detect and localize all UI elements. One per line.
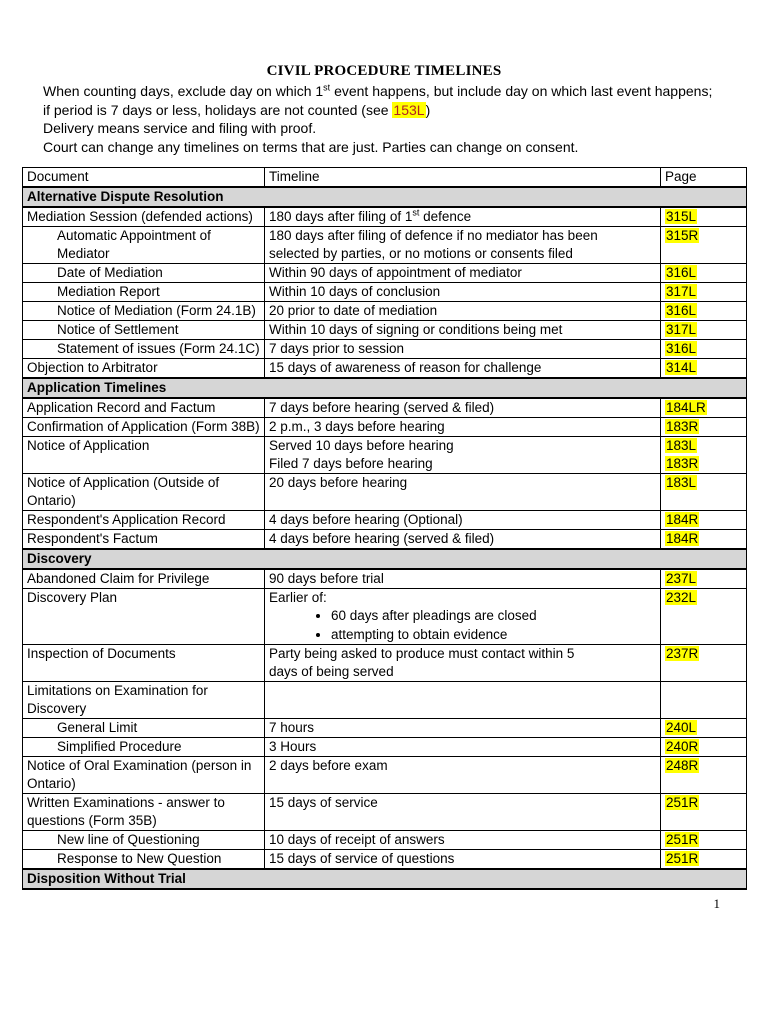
timeline-line: 20 prior to date of mediation [269, 303, 438, 318]
page-ref-highlight: 184R [666, 512, 699, 527]
page-ref-cell [661, 831, 747, 850]
timeline-cell [265, 831, 661, 850]
page-ref-highlight: 184R [666, 531, 699, 546]
page-ref-line [665, 831, 742, 849]
timelines-table [22, 167, 747, 890]
page-ref-line [665, 455, 742, 473]
page-ref-line [665, 570, 742, 588]
page-ref-cell [661, 283, 747, 302]
page-ref-line [665, 418, 742, 436]
timeline-cell [265, 398, 661, 418]
document-cell: Notice of Mediation (Form 24.1B) [23, 302, 265, 321]
timeline-cell [265, 738, 661, 757]
timeline-cell [265, 757, 661, 794]
timeline-line: 10 days of receipt of answers [269, 832, 445, 847]
page-ref-highlight: 251R [666, 795, 699, 810]
timeline-bullet-item: • 60 days after pleadings are closed [331, 607, 656, 626]
intro-paragraph-2: Delivery means service and filing with proof. [43, 120, 317, 136]
timeline-cell [265, 530, 661, 550]
section-title: Discovery [23, 549, 747, 569]
timeline-cell [265, 302, 661, 321]
timeline-cell [265, 207, 661, 227]
page-ref-highlight: 237R [666, 646, 699, 661]
page-ref-highlight: 316L [666, 265, 697, 280]
page-ref-cell [661, 398, 747, 418]
document-cell: Respondent's Application Record [23, 511, 265, 530]
page-ref-cell [661, 264, 747, 283]
table-row [23, 340, 747, 359]
document-cell: Objection to Arbitrator [23, 359, 265, 379]
timeline-cell [265, 321, 661, 340]
timeline-line: 7 hours [269, 720, 315, 735]
page-ref-cell [661, 794, 747, 831]
page-ref-line [665, 302, 742, 320]
timeline-line: 20 days before hearing [269, 475, 408, 490]
document-cell: Respondent's Factum [23, 530, 265, 550]
timeline-cell [265, 227, 661, 264]
page-ref-highlight: 184LR [666, 400, 706, 415]
timeline-cell [265, 359, 661, 379]
timeline-line: Within 90 days of appointment of mediator [269, 265, 522, 280]
table-row [23, 264, 747, 283]
page-ref-line [665, 511, 742, 529]
page-ref-cell [661, 359, 747, 379]
section-header-row [23, 869, 747, 889]
page-ref-line [665, 227, 742, 245]
intro-text-after-ref: ) [425, 101, 431, 118]
timeline-cell [265, 589, 661, 645]
document-cell: Automatic Appointment of Mediator [23, 227, 265, 264]
table-row [23, 682, 747, 719]
page-ref-line [665, 757, 742, 775]
table-row [23, 302, 747, 321]
page-ref-cell [661, 418, 747, 437]
page-ref-line [665, 359, 742, 377]
timeline-cell [265, 794, 661, 831]
timeline-cell [265, 719, 661, 738]
page-ref-highlight: 317L [666, 284, 697, 299]
page-number: 1 [713, 896, 720, 911]
intro-paragraph-1 [43, 82, 719, 119]
document-cell: Notice of Settlement [23, 321, 265, 340]
table-row [23, 437, 747, 474]
page-ref-highlight: 240R [666, 739, 699, 754]
timeline-line: 2 days before exam [269, 758, 388, 773]
page-ref-highlight: 315L [666, 209, 697, 224]
page-ref-highlight: 237L [666, 571, 697, 586]
document-cell: Written Examinations - answer to questions (Form 35B) [23, 794, 265, 831]
timeline-line: Party being asked to produce must contact within 5 [269, 646, 575, 661]
intro-paragraph-3: Court can change any timelines on terms that are just. Parties can change on consent. [43, 138, 579, 155]
intro-block [43, 82, 719, 156]
page-ref-cell [661, 437, 747, 474]
timeline-line: days of being served [269, 664, 394, 679]
section-title: Disposition Without Trial [23, 869, 747, 889]
page-ref-line [665, 321, 742, 339]
page-ref-cell [661, 511, 747, 530]
page-ref-line [665, 645, 742, 663]
timeline-cell [265, 511, 661, 530]
document-cell: Mediation Session (defended actions) [23, 207, 265, 227]
table-row [23, 738, 747, 757]
page-ref-cell [661, 207, 747, 227]
table-row [23, 283, 747, 302]
timeline-line: 4 days before hearing (Optional) [269, 512, 463, 527]
timeline-line: Within 10 days of conclusion [269, 284, 441, 299]
document-cell: General Limit [23, 719, 265, 738]
timeline-line: 15 days of service [269, 795, 378, 810]
page-ref-line [665, 283, 742, 301]
section-header-row [23, 187, 747, 207]
page-ref-highlight: 251R [666, 832, 699, 847]
table-row [23, 207, 747, 227]
table-row [23, 794, 747, 831]
timeline-line: 3 Hours [269, 739, 317, 754]
timeline-bullet-list [313, 607, 656, 644]
timeline-line: Earlier of: [269, 590, 327, 605]
table-row [23, 359, 747, 379]
table-row [23, 321, 747, 340]
page-ref-highlight: 315R [666, 228, 699, 243]
document-cell: Notice of Application (Outside of Ontario) [23, 474, 265, 511]
section-title: Application Timelines [23, 378, 747, 398]
page-ref-cell [661, 682, 747, 719]
timeline-line: 15 days of service of questions [269, 851, 455, 866]
page-ref-highlight: 251R [666, 851, 699, 866]
document-cell: Date of Mediation [23, 264, 265, 283]
timeline-line: 2 p.m., 3 days before hearing [269, 419, 445, 434]
timeline-cell [265, 283, 661, 302]
page-ref-highlight: 183R [666, 419, 699, 434]
page-ref-line [665, 794, 742, 812]
page-ref-highlight: 316L [666, 303, 697, 318]
timeline-cell [265, 645, 661, 682]
timeline-cell [265, 418, 661, 437]
page-ref-line [665, 208, 742, 226]
table-row [23, 569, 747, 589]
timeline-cell [265, 850, 661, 870]
page-ref-highlight: 183L [666, 438, 697, 453]
section-header-row [23, 378, 747, 398]
page-ref-cell [661, 302, 747, 321]
page-ref-line [665, 437, 742, 455]
page-ref-highlight: 248R [666, 758, 699, 773]
page-ref-cell [661, 719, 747, 738]
document-cell: Application Record and Factum [23, 398, 265, 418]
table-header-row [23, 168, 747, 188]
document-cell: Mediation Report [23, 283, 265, 302]
timeline-line: selected by parties, or no motions or consents filed [269, 246, 573, 261]
timeline-line: 4 days before hearing (served & filed) [269, 531, 495, 546]
section-header-row [23, 549, 747, 569]
page-ref-line [665, 850, 742, 868]
page-ref-cell [661, 569, 747, 589]
document-cell: Abandoned Claim for Privilege [23, 569, 265, 589]
timeline-cell [265, 437, 661, 474]
table-body [23, 187, 747, 889]
table-row [23, 850, 747, 870]
timeline-line: Filed 7 days before hearing [269, 456, 433, 471]
document-cell: Statement of issues (Form 24.1C) [23, 340, 265, 359]
timeline-bullet-item: • attempting to obtain evidence [331, 626, 656, 645]
page-ref-line [665, 719, 742, 737]
table-row [23, 589, 747, 645]
table-row [23, 530, 747, 550]
table-row [23, 831, 747, 850]
page-ref-cell [661, 340, 747, 359]
timeline-line: 7 days before hearing (served & filed) [269, 400, 495, 415]
page-ref-line [665, 399, 742, 417]
page-ref-cell [661, 530, 747, 550]
page-ref-highlight: 317L [666, 322, 697, 337]
page-ref-cell [661, 321, 747, 340]
page-ref-highlight: 316L [666, 341, 697, 356]
table-row [23, 645, 747, 682]
table-row [23, 719, 747, 738]
document-cell: Inspection of Documents [23, 645, 265, 682]
page-ref-highlight: 183L [666, 475, 697, 490]
page-ref-highlight: 232L [666, 590, 697, 605]
timeline-line: Served 10 days before hearing [269, 438, 454, 453]
document-cell: New line of Questioning [23, 831, 265, 850]
page-ref-line [665, 264, 742, 282]
page-ref-cell [661, 850, 747, 870]
column-header-page: Page [661, 168, 747, 188]
timeline-cell [265, 569, 661, 589]
page-title: CIVIL PROCEDURE TIMELINES [266, 63, 502, 79]
timeline-cell [265, 340, 661, 359]
page-ref-cell [661, 645, 747, 682]
document-cell: Simplified Procedure [23, 738, 265, 757]
document-cell: Response to New Question [23, 850, 265, 870]
page-ref-line [665, 474, 742, 492]
table-row [23, 398, 747, 418]
timeline-cell [265, 474, 661, 511]
section-title: Alternative Dispute Resolution [23, 187, 747, 207]
page-ref-highlight: 183R [666, 456, 699, 471]
document-cell: Notice of Oral Examination (person in Ontario) [23, 757, 265, 794]
timeline-cell [265, 682, 661, 719]
intro-text-before-ref: When counting days, exclude day on which 1st event happens, but include day on which last event happens; if period is 7 days or less, holidays are not counted (see [43, 82, 713, 118]
page-ref-line [665, 738, 742, 756]
page-ref-highlight: 240L [666, 720, 697, 735]
page-ref-highlight: 314L [666, 360, 697, 375]
timeline-line: 180 days after filing of 1st defence [269, 207, 472, 224]
table-row [23, 757, 747, 794]
timeline-cell [265, 264, 661, 283]
document-cell: Discovery Plan [23, 589, 265, 645]
table-row [23, 474, 747, 511]
page-ref-cell [661, 757, 747, 794]
timeline-line: 180 days after filing of defence if no mediator has been [269, 228, 598, 243]
table-row [23, 418, 747, 437]
page-ref-cell [661, 738, 747, 757]
page-ref-line [665, 589, 742, 607]
intro-page-ref-highlight: 153L [393, 101, 425, 118]
page-ref-line [665, 340, 742, 358]
page-ref-cell [661, 474, 747, 511]
column-header-document: Document [23, 168, 265, 188]
table-row [23, 227, 747, 264]
column-header-timeline: Timeline [265, 168, 661, 188]
timeline-line: 90 days before trial [269, 571, 384, 586]
timeline-line: 7 days prior to session [269, 341, 405, 356]
page-ref-cell [661, 589, 747, 645]
page-ref-cell [661, 227, 747, 264]
timeline-line: 15 days of awareness of reason for challenge [269, 360, 542, 375]
document-cell: Notice of Application [23, 437, 265, 474]
document-cell: Confirmation of Application (Form 38B) [23, 418, 265, 437]
timeline-line: Within 10 days of signing or conditions being met [269, 322, 563, 337]
document-cell: Limitations on Examination for Discovery [23, 682, 265, 719]
table-row [23, 511, 747, 530]
page-ref-line [665, 530, 742, 548]
